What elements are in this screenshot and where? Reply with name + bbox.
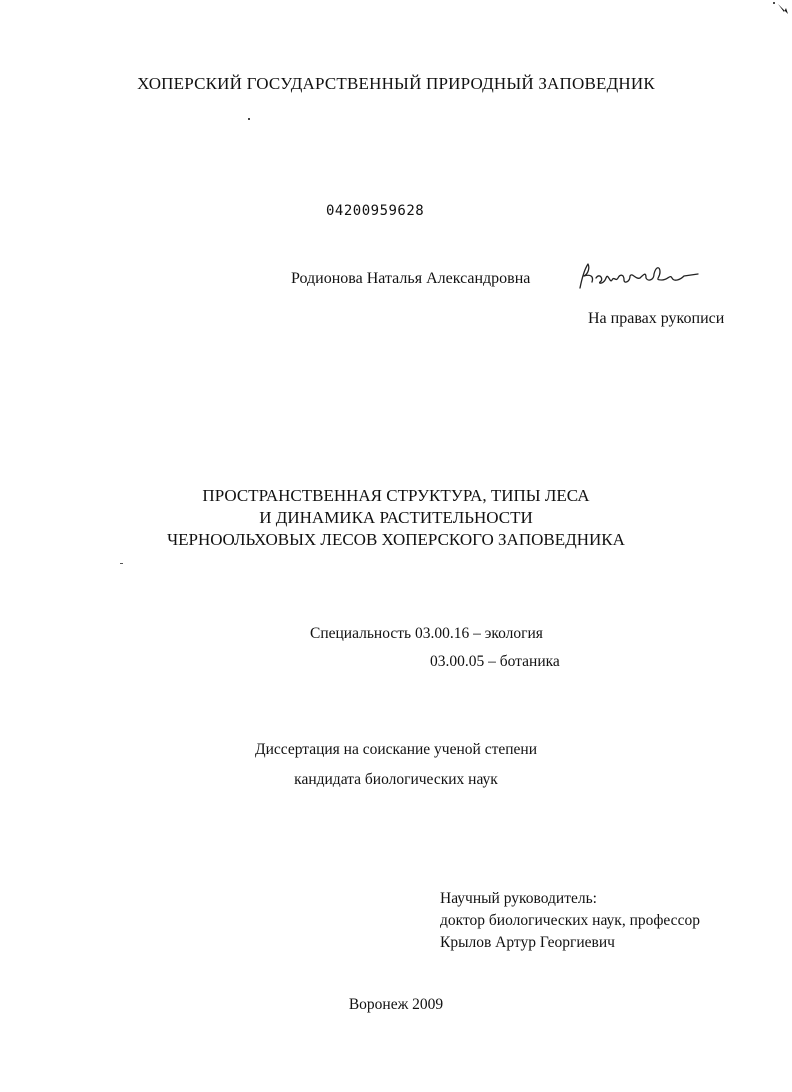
organization-heading: ХОПЕРСКИЙ ГОСУДАРСТВЕННЫЙ ПРИРОДНЫЙ ЗАПОВЕДНИК	[137, 74, 655, 93]
title-line-2: И ДИНАМИКА РАСТИТЕЛЬНОСТИ	[259, 508, 533, 527]
specialty-line-1: Специальность 03.00.16 – экология	[310, 625, 543, 642]
scan-speck	[120, 563, 123, 564]
dissertation-degree-line-2: кандидата биологических наук	[294, 771, 498, 788]
supervisor-label: Научный руководитель:	[440, 890, 597, 907]
supervisor-name: Крылов Артур Георгиевич	[440, 934, 615, 951]
supervisor-block	[440, 888, 700, 954]
scan-corner-mark	[764, 0, 792, 22]
supervisor-degree: доктор биологических наук, профессор	[440, 912, 700, 929]
title-line-1: ПРОСТРАНСТВЕННАЯ СТРУКТУРА, ТИПЫ ЛЕСА	[202, 486, 590, 505]
rights-notice: На правах рукописи	[588, 310, 725, 327]
scan-speck	[248, 118, 250, 120]
dissertation-title	[0, 485, 792, 551]
author-name: Родионова Наталья Александровна	[291, 270, 531, 287]
city-year: Воронеж 2009	[348, 996, 444, 1013]
document-code: 04200959628	[326, 203, 425, 219]
dissertation-degree-line-1: Диссертация на соискание ученой степени	[255, 741, 537, 758]
signature	[574, 258, 704, 298]
specialty-line-2: 03.00.05 – ботаника	[430, 653, 560, 670]
title-line-3: ЧЕРНООЛЬХОВЫХ ЛЕСОВ ХОПЕРСКОГО ЗАПОВЕДНИКА	[167, 530, 625, 549]
